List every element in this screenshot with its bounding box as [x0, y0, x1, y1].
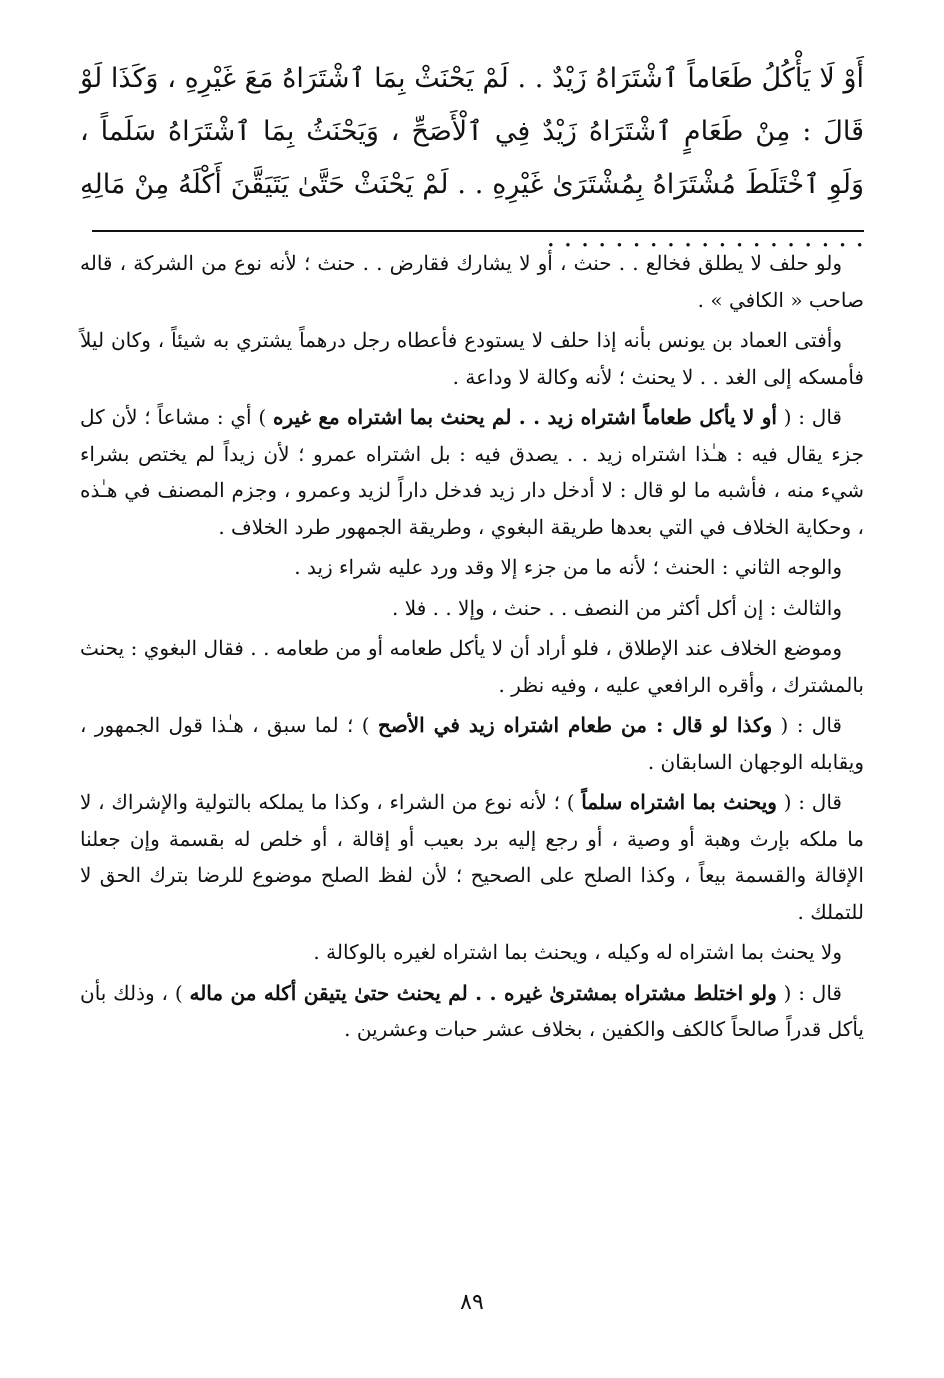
paragraph-text: ) أي : مشاعاً ؛ لأن كل جزء يقال فيه : هـٰذا اشتراه زيد . . يصدق فيه : بل اشتراه عمرو ؛ لأن زيداً لم يختص بشراء شيء منه ، فأشبه ما لو قال : لا أدخل دار زيد فدخل داراً لزيد وعمرو ، وجزم المصنف في هـٰذه ، وحكاية الخلاف في التي بعدها طريقة البغوي ، وطريقة الجمهور طرد الخلاف . — [80, 405, 864, 539]
commentary-paragraph — [80, 934, 864, 971]
page-number: ٨٩ — [460, 1290, 484, 1315]
commentary-paragraph — [80, 399, 864, 545]
paragraph-text: ولا يحنث بما اشتراه له وكيله ، ويحنث بما اشتراه لغيره بالوكالة . — [313, 940, 842, 964]
commentary-paragraph — [80, 245, 864, 318]
matn-text: أَوْ لَا يَأْكُلُ طَعَاماً ٱشْتَرَاهُ زَيْدٌ . . لَمْ يَحْنَثْ بِمَا ٱشْتَرَاهُ مَعَ غَيْرِهِ ، وَكَذَا لَوْ قَالَ : مِنْ طَعَامٍ ٱشْتَرَاهُ زَيْدٌ فِي ٱلْأَصَحِّ ، وَيَحْنَثُ بِمَا ٱشْتَرَاهُ سَلَماً ، وَلَوِ ٱخْتَلَطَ مُشْتَرَاهُ بِمُشْتَرَىٰ غَيْرِهِ . . لَمْ يَحْنَثْ حَتَّىٰ يَتَيَقَّنَ أَكْلَهُ مِنْ مَالِهِ — [80, 63, 864, 200]
commentary-paragraph — [80, 707, 864, 780]
commentary-paragraph — [80, 975, 864, 1048]
matn-text-block — [80, 52, 864, 264]
quote-open: قال : ( — [772, 713, 842, 737]
quote-open: قال : ( — [776, 980, 842, 1005]
paragraph-text: وموضع الخلاف عند الإطلاق ، فلو أراد أن لا يأكل طعامه أو من طعامه . . فقال البغوي : يحنث بالمشترك ، وأقره الرافعي عليه ، وفيه نظر . — [80, 636, 864, 697]
paragraph-text: ) ، وذلك بأن يأكل قدراً صالحاً كالكف والكفين ، بخلاف عشر حبات وعشرين . — [80, 980, 864, 1041]
commentary-paragraph — [80, 549, 864, 586]
paragraph-text: وأفتى العماد بن يونس بأنه إذا حلف لا يستودع فأعطاه رجل درهماً يشتري به شيئاً ، وكان ليلاً فأمسكه إلى الغد . . لا يحنث ؛ لأنه وكالة لا وداعة . — [80, 328, 864, 389]
quote-open: قال : ( — [776, 405, 842, 429]
paragraph-text: والوجه الثاني : الحنث ؛ لأنه ما من جزء إلا وقد ورد عليه شراء زيد . — [294, 555, 842, 579]
commentary-block — [80, 245, 864, 1052]
paragraph-text: ولو حلف لا يطلق فخالع . . حنث ، أو لا يشارك فقارض . . حنث ؛ لأنه نوع من الشركة ، قاله صاحب « الكافي » . — [80, 251, 864, 312]
quoted-matn: ولو اختلط مشتراه بمشترىٰ غيره . . لم يحنث حتىٰ يتيقن أكله من ماله — [189, 980, 777, 1005]
matn-dots: . . . . . . . . . . . . . . . . . . . — [546, 222, 864, 253]
paragraph-text: ) ؛ لأنه نوع من الشراء ، وكذا ما يملكه بالتولية والإشراك ، لا ما ملكه بإرث وهبة أو وصية ، أو رجع إليه برد بعيب أو إقالة ، أو خلص له بقسمة وإن جعلنا الإقالة والقسمة بيعاً ، وكذا الصلح على الصحيح ؛ لأن لفظ الصلح موضوع للرضا بترك الحق لا للتملك . — [80, 790, 865, 924]
separator-line — [92, 230, 864, 232]
commentary-paragraph — [80, 322, 864, 395]
quoted-matn: ويحنث بما اشتراه سلماً — [581, 790, 777, 814]
commentary-paragraph — [80, 784, 864, 930]
paragraph-text: ) ؛ لما سبق ، هـٰذا قول الجمهور ، ويقابله الوجهان السابقان . — [80, 713, 864, 774]
paragraph-text: والثالث : إن أكل أكثر من النصف . . حنث ، وإلا . . فلا . — [392, 595, 842, 620]
quoted-matn: أو لا يأكل طعاماً اشتراه زيد . . لم يحنث بما اشتراه مع غيره — [272, 405, 777, 429]
commentary-paragraph — [80, 630, 864, 703]
quoted-matn: وكذا لو قال : من طعام اشتراه زيد في الأصح — [377, 713, 773, 737]
quote-open: قال : ( — [776, 790, 842, 814]
commentary-paragraph — [80, 590, 864, 627]
